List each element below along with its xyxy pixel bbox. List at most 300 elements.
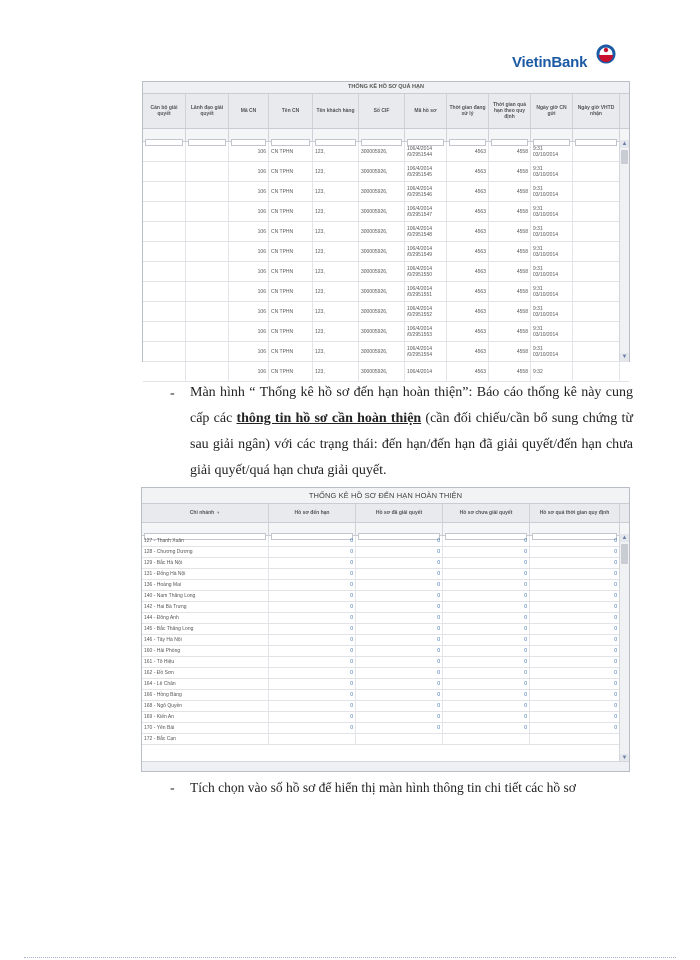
cell-value: 4558 [516, 328, 528, 335]
grid2-body [142, 536, 629, 745]
record-count-link[interactable]: 0 [530, 558, 620, 568]
record-code-link[interactable]: 106/4/2014 [407, 165, 433, 172]
record-count-link[interactable]: 0 [356, 657, 443, 667]
cell-value: CN TPHN [271, 148, 294, 155]
table-cell [313, 162, 359, 181]
record-count-link[interactable]: 0 [356, 701, 443, 711]
table-row[interactable] [142, 712, 629, 723]
record-count-link[interactable]: 0 [269, 547, 356, 557]
table-row[interactable] [142, 701, 629, 712]
cell-value: 123, [315, 228, 325, 235]
table-row[interactable] [143, 322, 629, 342]
record-count-link[interactable]: 0 [530, 679, 620, 689]
table-cell [489, 202, 531, 221]
record-count-link[interactable]: 0 [269, 580, 356, 590]
cell-value: CN TPHN [271, 268, 294, 275]
table-row[interactable] [143, 202, 629, 222]
cell-value: 4563 [474, 248, 486, 255]
date-line2: 03/10/2014 [533, 251, 559, 258]
filter-cell [405, 129, 447, 141]
table-cell [313, 202, 359, 221]
table-cell [229, 282, 269, 301]
table-cell [531, 202, 573, 221]
table-cell [269, 182, 313, 201]
table-cell [447, 262, 489, 281]
record-count-link[interactable]: 0 [443, 690, 530, 700]
table-cell [359, 222, 405, 241]
cell-value: 106 [257, 268, 266, 275]
cell-value: 300005926, [361, 188, 388, 195]
record-count-link[interactable]: 0 [530, 547, 620, 557]
table-cell [573, 162, 620, 181]
record-code-link[interactable]: 106/4/2014 [407, 265, 433, 272]
table-cell [269, 262, 313, 281]
table-cell [186, 142, 229, 161]
grid2-header-row [142, 504, 629, 523]
record-count-link[interactable]: 0 [443, 569, 530, 579]
table-cell [573, 342, 620, 361]
record-count-link[interactable]: 0 [356, 712, 443, 722]
table-cell [186, 362, 229, 381]
record-count-link[interactable]: 0 [530, 712, 620, 722]
record-code-link[interactable]: 106/4/2014 [407, 325, 433, 332]
record-count-link[interactable]: 0 [530, 591, 620, 601]
branch-name: 146 - Tây Hà Nội [142, 635, 269, 645]
cell-value: 300005926, [361, 348, 388, 355]
vertical-scrollbar[interactable] [619, 140, 629, 361]
column-header[interactable]: Ngày giờ VHTD nhận [573, 94, 620, 128]
filter-cell [531, 129, 573, 141]
cell-value: 123, [315, 168, 325, 175]
record-count-link[interactable]: 0 [530, 646, 620, 656]
grid2-vertical-scrollbar[interactable] [619, 534, 629, 762]
record-code-link[interactable]: 106/4/2014 [407, 245, 433, 252]
table-row[interactable] [143, 262, 629, 282]
table-row[interactable] [142, 536, 629, 547]
description-paragraph [190, 380, 633, 484]
record-count-link[interactable]: 0 [356, 624, 443, 634]
table-cell [447, 322, 489, 341]
branch-name: 129 - Bắc Hà Nội [142, 558, 269, 568]
filter-cell [269, 129, 313, 141]
record-count-link[interactable]: 0 [443, 613, 530, 623]
table-row[interactable] [143, 282, 629, 302]
table-row[interactable] [143, 142, 629, 162]
record-count-link[interactable]: 0 [269, 613, 356, 623]
record-count-link[interactable]: 0 [269, 701, 356, 711]
cell-value: 106 [257, 208, 266, 215]
table-cell [359, 282, 405, 301]
table-cell [143, 322, 186, 341]
record-code-line2: /0/2951549 [407, 251, 433, 258]
record-count-link[interactable]: 0 [443, 668, 530, 678]
table-cell [186, 222, 229, 241]
cell-value: CN TPHN [271, 228, 294, 235]
vietinbank-logo [512, 44, 616, 74]
table-cell [573, 222, 620, 241]
record-count-link[interactable]: 0 [269, 690, 356, 700]
grid2-title: THỐNG KÊ HỒ SƠ ĐẾN HẠN HOÀN THIỆN [142, 488, 629, 504]
grid2-filter-row [142, 523, 629, 536]
record-count-link[interactable]: 0 [443, 635, 530, 645]
record-count-link[interactable]: 0 [443, 558, 530, 568]
record-count-link[interactable]: 0 [269, 723, 356, 733]
cell-value: 123, [315, 288, 325, 295]
column-header[interactable]: Tên khách hàng [313, 94, 359, 128]
filter-cell [447, 129, 489, 141]
record-count-link[interactable]: 0 [530, 602, 620, 612]
table-cell [489, 182, 531, 201]
cell-value: 123, [315, 188, 325, 195]
grid2-horizontal-scrollbar[interactable] [142, 761, 629, 771]
record-count-link[interactable]: 0 [530, 690, 620, 700]
record-count-link[interactable]: 0 [269, 657, 356, 667]
paragraph-text-part2: (cần đối chiếu/cần bổ sung chứng từ sau giải ngân) với các trạng thái: đến hạn/đến hạn đã giải quyết/đến hạn chưa giải quyết/quá hạn chưa giải quyết. [190, 411, 633, 478]
table-cell [405, 182, 447, 201]
table-cell [359, 162, 405, 181]
column-header-label: Hồ sơ chưa giải quyết [459, 510, 513, 516]
table-cell [359, 322, 405, 341]
record-code-link[interactable]: 106/4/2014 [407, 285, 433, 292]
table-cell [269, 342, 313, 361]
record-count-link[interactable]: 0 [269, 668, 356, 678]
table-row[interactable] [142, 580, 629, 591]
record-count-link[interactable]: 0 [269, 624, 356, 634]
column-header[interactable]: Thời gian đang xử lý [447, 94, 489, 128]
branch-name: 169 - Kiến An [142, 712, 269, 722]
record-count-link[interactable]: 0 [269, 635, 356, 645]
column-header[interactable]: Cán bộ giải quyết [143, 94, 186, 128]
table-cell [573, 362, 620, 381]
record-count-link[interactable]: 0 [443, 723, 530, 733]
record-code-link[interactable]: 106/4/2014 [407, 305, 433, 312]
column-header[interactable]: Mã CN [229, 94, 269, 128]
record-count-link[interactable]: 0 [269, 591, 356, 601]
table-cell [489, 242, 531, 261]
record-count-link[interactable]: 0 [443, 624, 530, 634]
scroll-up-icon[interactable]: ▲ [621, 141, 628, 147]
date-line2: 03/10/2014 [533, 311, 559, 318]
filter-cell [186, 129, 229, 141]
date-line: 9:31 [533, 285, 543, 292]
record-count-link[interactable]: 0 [356, 602, 443, 612]
scroll-thumb[interactable] [621, 544, 628, 564]
table-cell [405, 162, 447, 181]
table-cell [405, 262, 447, 281]
record-code-link[interactable]: 106/4/2014 [407, 205, 433, 212]
cell-value: CN TPHN [271, 168, 294, 175]
table-cell [573, 142, 620, 161]
filter-cell [530, 523, 620, 535]
table-row[interactable] [142, 569, 629, 580]
table-cell [313, 282, 359, 301]
cell-value: CN TPHN [271, 248, 294, 255]
overdue-records-grid [142, 81, 630, 375]
table-cell [313, 342, 359, 361]
cell-value: 123, [315, 328, 325, 335]
column-header[interactable] [356, 504, 443, 522]
record-count-link[interactable]: 0 [269, 646, 356, 656]
cell-value: 123, [315, 208, 325, 215]
record-code-line2: /0/2951544 [407, 151, 433, 158]
table-cell [447, 162, 489, 181]
column-header[interactable]: Thời gian quá hạn theo quy định [489, 94, 531, 128]
table-row[interactable] [143, 242, 629, 262]
record-count-link[interactable]: 0 [530, 569, 620, 579]
table-row[interactable] [142, 613, 629, 624]
table-row[interactable] [142, 723, 629, 734]
record-count-link[interactable]: 0 [530, 668, 620, 678]
table-cell [447, 302, 489, 321]
scroll-up-icon[interactable]: ▲ [621, 535, 628, 541]
branch-name: 136 - Hoàng Mai [142, 580, 269, 590]
record-count-link[interactable]: 0 [443, 646, 530, 656]
record-count-link[interactable]: 0 [356, 558, 443, 568]
record-code-link[interactable]: 106/4/2014 [407, 345, 433, 352]
record-count-link[interactable]: 0 [530, 657, 620, 667]
table-row[interactable] [142, 657, 629, 668]
branch-name: 162 - Đồ Sơn [142, 668, 269, 678]
record-count-link[interactable]: 0 [530, 536, 620, 546]
record-count-link[interactable]: 0 [269, 558, 356, 568]
table-row[interactable] [142, 679, 629, 690]
cell-value: 300005926, [361, 328, 388, 335]
branch-name: 168 - Ngô Quyền [142, 701, 269, 711]
table-cell [143, 162, 186, 181]
cell-value: 123, [315, 308, 325, 315]
table-row[interactable] [143, 222, 629, 242]
record-count-link[interactable]: 0 [443, 580, 530, 590]
date-line: 9:31 [533, 145, 543, 152]
record-code-link[interactable]: 106/4/2014 [407, 145, 433, 152]
scroll-down-icon[interactable]: ▼ [621, 354, 628, 360]
cell-value: 300005926, [361, 288, 388, 295]
table-row[interactable] [142, 646, 629, 657]
table-row[interactable] [142, 547, 629, 558]
column-header-label: Hồ sơ đã giải quyết [375, 510, 423, 516]
record-code-link[interactable]: 106/4/2014 [407, 368, 433, 375]
record-count-link[interactable]: 0 [269, 602, 356, 612]
column-header[interactable]: Số CIF [359, 94, 405, 128]
column-header[interactable] [530, 504, 620, 522]
branch-name: 127 - Thanh Xuân [142, 536, 269, 546]
table-cell [489, 302, 531, 321]
branch-name: 145 - Bắc Thăng Long [142, 624, 269, 634]
column-header-label: Chi nhánh [189, 510, 215, 516]
record-count-link[interactable]: 0 [356, 690, 443, 700]
record-code-line2: /0/2951553 [407, 331, 433, 338]
record-count-link[interactable]: 0 [530, 624, 620, 634]
table-cell [229, 262, 269, 281]
table-row[interactable] [143, 342, 629, 362]
cell-value: 4558 [516, 208, 528, 215]
branch-name: 140 - Nam Thăng Long [142, 591, 269, 601]
table-cell [143, 282, 186, 301]
cell-value: 4563 [474, 268, 486, 275]
cell-value: 4563 [474, 288, 486, 295]
table-cell [359, 182, 405, 201]
record-count-link[interactable]: 0 [269, 712, 356, 722]
cell-value: CN TPHN [271, 288, 294, 295]
table-row[interactable] [143, 362, 629, 382]
table-cell [186, 202, 229, 221]
record-count-link[interactable]: 0 [443, 712, 530, 722]
record-code-link[interactable]: 106/4/2014 [407, 185, 433, 192]
record-count-link[interactable] [356, 734, 443, 744]
table-cell [531, 222, 573, 241]
record-count-link[interactable]: 0 [356, 613, 443, 623]
table-cell [269, 322, 313, 341]
branch-name: 131 - Đống Hà Nội [142, 569, 269, 579]
cell-value: 106 [257, 188, 266, 195]
table-cell [405, 242, 447, 261]
record-count-link[interactable]: 0 [530, 635, 620, 645]
column-header-label: Hồ sơ quá thời gian quy định [539, 510, 610, 516]
record-count-link[interactable]: 0 [356, 536, 443, 546]
table-row[interactable] [142, 635, 629, 646]
column-header[interactable] [269, 504, 356, 522]
cell-value: CN TPHN [271, 368, 294, 375]
record-count-link[interactable]: 0 [356, 723, 443, 733]
filter-cell [356, 523, 443, 535]
scroll-thumb[interactable] [621, 150, 628, 164]
cell-value: 300005926, [361, 268, 388, 275]
table-cell [573, 282, 620, 301]
table-cell [531, 342, 573, 361]
table-row[interactable] [142, 734, 629, 745]
table-row[interactable] [142, 591, 629, 602]
record-count-link[interactable]: 0 [269, 536, 356, 546]
cell-value: 4558 [516, 188, 528, 195]
scroll-down-icon[interactable]: ▼ [621, 755, 628, 761]
record-count-link[interactable]: 0 [443, 591, 530, 601]
bullet-dash: - [170, 386, 175, 401]
table-row[interactable] [143, 302, 629, 322]
table-cell [573, 202, 620, 221]
record-count-link[interactable]: 0 [356, 668, 443, 678]
column-header[interactable]: Lãnh đạo giải quyết [186, 94, 229, 128]
table-cell [143, 202, 186, 221]
cell-value: CN TPHN [271, 188, 294, 195]
table-cell [186, 262, 229, 281]
column-header[interactable]: Tên CN [269, 94, 313, 128]
date-line2: 03/10/2014 [533, 191, 559, 198]
cell-value: 4563 [474, 228, 486, 235]
record-count-link[interactable]: 0 [530, 701, 620, 711]
record-count-link[interactable]: 0 [356, 646, 443, 656]
sort-caret-icon[interactable]: ▼ [216, 510, 221, 515]
record-code-line2: /0/2951550 [407, 271, 433, 278]
record-count-link[interactable]: 0 [269, 679, 356, 689]
table-row[interactable] [142, 668, 629, 679]
record-count-link[interactable]: 0 [356, 635, 443, 645]
grid-header-row [143, 94, 629, 129]
record-count-link[interactable]: 0 [443, 657, 530, 667]
record-count-link[interactable] [530, 734, 620, 744]
record-count-link[interactable]: 0 [356, 580, 443, 590]
table-cell [186, 242, 229, 261]
table-cell [405, 302, 447, 321]
cell-value: CN TPHN [271, 208, 294, 215]
table-row[interactable] [142, 558, 629, 569]
date-line2: 03/10/2014 [533, 171, 559, 178]
column-header[interactable] [443, 504, 530, 522]
cell-value: 123, [315, 368, 325, 375]
date-line: 9:31 [533, 345, 543, 352]
table-cell [313, 302, 359, 321]
column-header[interactable]: Mã hồ sơ [405, 94, 447, 128]
table-cell [447, 202, 489, 221]
record-count-link[interactable]: 0 [443, 602, 530, 612]
date-line: 9:31 [533, 245, 543, 252]
record-code-line2: /0/2951552 [407, 311, 433, 318]
record-count-link[interactable]: 0 [443, 536, 530, 546]
table-cell [489, 282, 531, 301]
record-count-link[interactable]: 0 [356, 569, 443, 579]
table-cell [143, 342, 186, 361]
cell-value: 4563 [474, 308, 486, 315]
record-count-link[interactable]: 0 [530, 580, 620, 590]
cell-value: 106 [257, 248, 266, 255]
table-cell [447, 342, 489, 361]
table-cell [405, 322, 447, 341]
record-count-link[interactable]: 0 [530, 723, 620, 733]
cell-value: 106 [257, 308, 266, 315]
cell-value: 300005926, [361, 248, 388, 255]
table-cell [229, 162, 269, 181]
table-cell [186, 282, 229, 301]
record-count-link[interactable]: 0 [356, 679, 443, 689]
branch-name: 172 - Bắc Cạn [142, 734, 269, 744]
column-header[interactable]: Ngày giờ CN gửi [531, 94, 573, 128]
filter-cell [313, 129, 359, 141]
record-count-link[interactable] [269, 734, 356, 744]
table-cell [313, 242, 359, 261]
table-cell [313, 322, 359, 341]
cell-value: 106 [257, 168, 266, 175]
column-header[interactable] [142, 504, 269, 522]
table-row[interactable] [142, 690, 629, 701]
table-cell [531, 182, 573, 201]
cell-value: 123, [315, 348, 325, 355]
record-code-line2: /0/2951554 [407, 351, 433, 358]
table-row[interactable] [142, 602, 629, 613]
record-code-line2: /0/2951551 [407, 291, 433, 298]
record-count-link[interactable]: 0 [443, 701, 530, 711]
table-row[interactable] [143, 162, 629, 182]
record-count-link[interactable]: 0 [269, 569, 356, 579]
record-count-link[interactable]: 0 [356, 547, 443, 557]
record-count-link[interactable]: 0 [443, 547, 530, 557]
record-code-link[interactable]: 106/4/2014 [407, 225, 433, 232]
paragraph-text-part1: Màn hình “ Thống kê hồ sơ đến hạn hoàn thiện”: Báo cáo thống kê này cung cấp các [190, 385, 633, 426]
record-count-link[interactable]: 0 [443, 679, 530, 689]
bullet-dash-2: - [170, 781, 175, 796]
table-cell [229, 202, 269, 221]
table-cell [269, 202, 313, 221]
table-cell [313, 182, 359, 201]
table-row[interactable] [143, 182, 629, 202]
record-code-line2: /0/2951545 [407, 171, 433, 178]
record-count-link[interactable] [443, 734, 530, 744]
record-count-link[interactable]: 0 [356, 591, 443, 601]
table-cell [359, 362, 405, 381]
cell-value: 300005926, [361, 308, 388, 315]
record-count-link[interactable]: 0 [530, 613, 620, 623]
cell-value: 300005926, [361, 168, 388, 175]
due-records-grid [141, 487, 630, 772]
table-row[interactable] [142, 624, 629, 635]
